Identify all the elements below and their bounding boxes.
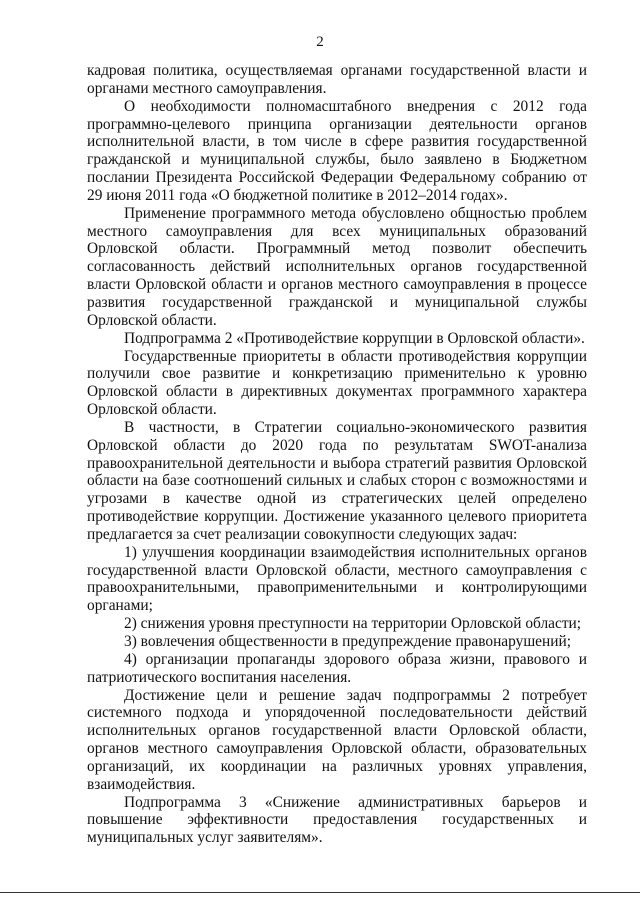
page-number: 2 bbox=[316, 34, 324, 50]
paragraph-budget-message: О необходимости полномасштабного внедрения с 2012 года программно-целевого принципа организации деятельности органов исполнительной власти, в том числе в сфере развития государственной гражданской и муниципальной службы, было заявлено в Бюджетном послании Президента Российской Федерации Федеральному собранию от 29 июня 2011 года «О бюджетной политике в 2012–2014 годах». bbox=[87, 97, 587, 204]
document-body bbox=[87, 62, 587, 847]
paragraph-strategy: В частности, в Стратегии социально-экономического развития Орловской области до 2020 года по результатам SWOT-анализа правоохранительной деятельности и выбора стратегий развития Орловской области на базе соотношений сильных и слабых сторон с возможностями и угрозами в качестве одной из стратегических целей определено противодействие коррупции. Достижение указанного целевого приоритета предлагается за счет реализации совокупности следующих задач: bbox=[87, 418, 587, 543]
scan-bottom-edge-line bbox=[0, 892, 640, 893]
task-item-2: 2) снижения уровня преступности на территории Орловской области; bbox=[124, 615, 582, 633]
task-item-1: 1) улучшения координации взаимодействия исполнительных органов государственной власти Орловской области, местного самоуправления с правоохранительными, правоприменительными и контролирующими органами; bbox=[87, 543, 587, 615]
paragraph-program-method: Применение программного метода обусловлено общностью проблем местного самоуправления для всех муниципальных образований Орловской области. Программный метод позволит обеспечить согласованность действий исполнительных органов государственной власти Орловской области и органов местного самоуправления в процессе развития государственной гражданской и муниципальной службы Орловской области. bbox=[87, 204, 587, 329]
paragraph-goal-achievement: Достижение цели и решение задач подпрограммы 2 потребует системного подхода и упорядоченной последовательности действий исполнительных органов государственной власти Орловской области, органов местного самоуправления Орловской области, образовательных организаций, их координации на различных уровнях управления, взаимодействия. bbox=[87, 686, 587, 793]
paragraph-continuation: кадровая политика, осуществляемая органами государственной власти и органами местного самоуправления. bbox=[87, 62, 587, 97]
paragraph-state-priorities: Государственные приоритеты в области противодействия коррупции получили свое развитие и конкретизацию применительно к уровню Орловской области в директивных документах программного характера Орловской области. bbox=[87, 347, 587, 419]
task-item-4: 4) организации пропаганды здорового образа жизни, правового и патриотического воспитания населения. bbox=[87, 650, 587, 686]
subprogram-2-heading: Подпрограмма 2 «Противодействие коррупции в Орловской области». bbox=[124, 329, 585, 347]
task-item-3: 3) вовлечения общественности в предупреждение правонарушений; bbox=[124, 633, 571, 650]
subprogram-3-heading: Подпрограмма 3 «Снижение административных барьеров и повышение эффективности предоставления государственных и муниципальных услуг заявителям». bbox=[87, 793, 587, 847]
